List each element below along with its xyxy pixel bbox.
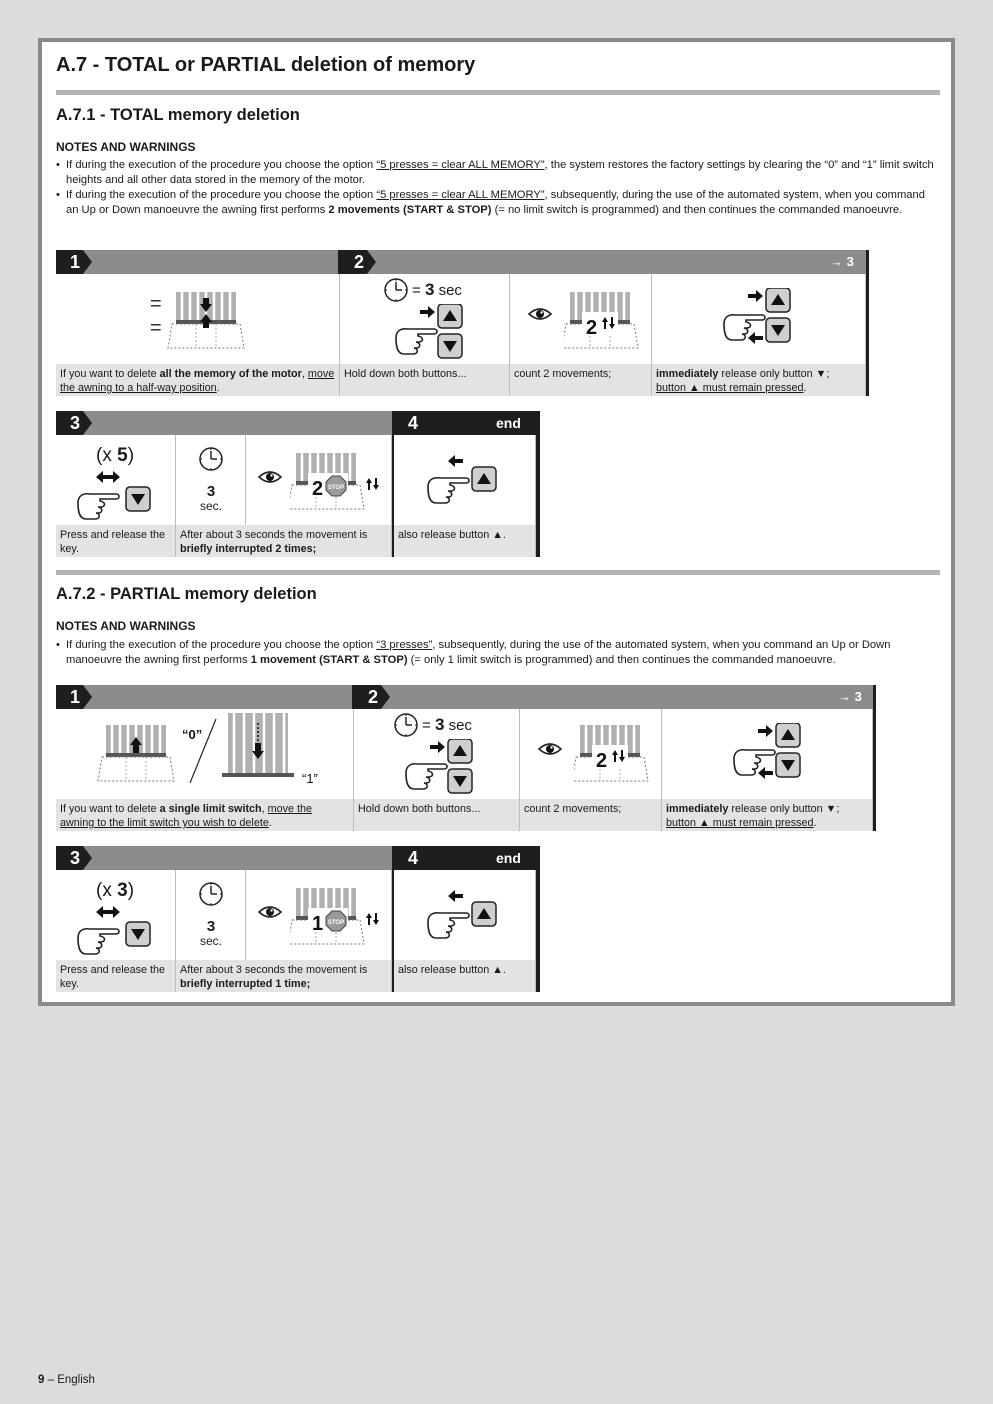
- step2-caption-count: count 2 movements;: [510, 364, 652, 396]
- hand-press-down-icon: [76, 471, 166, 523]
- press-count-label: (x 5): [96, 445, 135, 466]
- step2-hold-both: [340, 274, 510, 364]
- svg-text:2: 2: [586, 317, 598, 339]
- eye-icon: [538, 741, 564, 759]
- step-badge-3: 3: [56, 411, 116, 435]
- section-heading-total: A.7.1 - TOTAL memory deletion: [56, 106, 300, 124]
- step2-release-down: [662, 709, 873, 799]
- step3-caption-interrupt: After about 3 seconds the movement is briefly interrupted 1 time;: [176, 960, 392, 992]
- step3-caption-press: Press and release the key.: [56, 525, 176, 557]
- step2-caption-release: immediately release only button ▼; button ▲ must remain pressed.: [652, 364, 866, 396]
- note-item: • If during the execution of the procedure you choose the option “3 presses”, subsequently, during the use of the automated system, when you command an Up or Down manoeuvre the awning first performs 1 movement (START & STOP) (= only 1 limit switch is programmed) and then continues the commanded manoeuvre.: [56, 638, 940, 668]
- step2-caption-count: count 2 movements;: [520, 799, 662, 831]
- svg-text:“1”: “1”: [302, 771, 318, 786]
- hand-release-up-icon: [426, 890, 516, 942]
- goto-step-label: → 3: [838, 689, 862, 704]
- step2-count-movements: [520, 709, 662, 799]
- wait-seconds: 3: [206, 483, 216, 500]
- total-steps-row-1: [56, 250, 866, 396]
- wait-seconds: 3: [206, 918, 216, 935]
- step2-hold-both: [354, 709, 520, 799]
- seconds-unit: sec.: [199, 499, 222, 513]
- note-item: • If during the execution of the procedure you choose the option “5 presses = clear ALL MEMORY”, subsequently, during the use of the automated system, when you command an Up or Down manoeuvre the awning first performs 2 movements (START & STOP) (= no limit switch is programmed) and then continues the commanded manoeuvre.: [56, 188, 940, 218]
- end-label: end: [496, 415, 521, 431]
- clock-icon: [394, 713, 418, 737]
- step-badge-3: 3: [56, 846, 116, 870]
- step2-caption-hold: Hold down both buttons...: [340, 364, 510, 396]
- step4-caption: also release button ▲.: [394, 960, 536, 992]
- clock-icon: [199, 447, 223, 471]
- svg-text:=: =: [150, 293, 162, 315]
- svg-text:=: =: [150, 317, 162, 339]
- step3-wait: [176, 870, 246, 960]
- step-badge-1: 1: [56, 685, 116, 709]
- step-bar: [56, 685, 873, 709]
- page-frame: [38, 38, 955, 1006]
- step1-illustration: [56, 274, 340, 364]
- step2-count-movements: [510, 274, 652, 364]
- seconds-unit: sec.: [199, 934, 222, 948]
- step2-caption-hold: Hold down both buttons...: [354, 799, 520, 831]
- svg-text:2: 2: [312, 478, 324, 500]
- clock-icon: [199, 882, 223, 906]
- notes-list-total: [56, 158, 940, 218]
- hand-release-down-icon: [732, 723, 822, 787]
- page-number: 9: [38, 1374, 45, 1386]
- step3-caption-interrupt: After about 3 seconds the movement is briefly interrupted 2 times;: [176, 525, 392, 557]
- step-badge-2: 2: [340, 250, 400, 274]
- note-item: • If during the execution of the procedure you choose the option “5 presses = clear ALL MEMORY”, the system restores the factory settings by clearing the “0” and “1” limit switch heights and all other data stored in the memory of the motor.: [56, 158, 940, 188]
- eye-icon: [258, 904, 284, 922]
- svg-text:“0”: “0”: [182, 727, 203, 742]
- step-badge-2: 2: [354, 685, 414, 709]
- hand-pressing-up-down-icon: [394, 304, 484, 362]
- end-label: end: [496, 850, 521, 866]
- notes-heading-total: NOTES AND WARNINGS: [56, 140, 196, 154]
- hand-pressing-up-down-icon: [404, 739, 494, 797]
- section-rule: [56, 570, 940, 575]
- section-heading-partial: A.7.2 - PARTIAL memory deletion: [56, 585, 317, 603]
- clock-icon: [384, 278, 408, 302]
- eye-icon: [258, 469, 284, 487]
- step2-caption-release: immediately release only button ▼; button ▲ must remain pressed.: [662, 799, 873, 831]
- goto-step-label: → 3: [830, 254, 854, 269]
- step1-caption: If you want to delete a single limit switch, move the awning to the limit switch you wish to delete.: [56, 799, 354, 831]
- timer-label: = 3 sec: [422, 715, 472, 734]
- awning-limit-switch-icon: [96, 713, 326, 797]
- partial-steps-row-2: [56, 846, 540, 992]
- step4-release-up: [394, 435, 536, 525]
- step3-wait: [176, 435, 246, 525]
- partial-steps-row-1: [56, 685, 873, 831]
- awning-stop-icon: [290, 451, 390, 515]
- section-rule: [56, 90, 940, 95]
- page-footer: [38, 1374, 95, 1386]
- hand-release-down-icon: [722, 288, 812, 352]
- notes-list-partial: [56, 638, 940, 668]
- press-count-label: (x 3): [96, 880, 135, 901]
- step-badge-4: 4: [408, 413, 419, 433]
- step3-observe: [246, 870, 392, 960]
- step4-caption: also release button ▲.: [394, 525, 536, 557]
- awning-halfway-icon: [146, 284, 256, 359]
- hand-release-up-icon: [426, 455, 516, 507]
- eye-icon: [528, 306, 554, 324]
- step1-illustration: [56, 709, 354, 799]
- step1-caption: If you want to delete all the memory of the motor, move the awning to a half-way position.: [56, 364, 340, 396]
- footer-language: – English: [44, 1374, 95, 1386]
- step3-observe: [246, 435, 392, 525]
- step3-caption-press: Press and release the key.: [56, 960, 176, 992]
- page-title: A.7 - TOTAL or PARTIAL deletion of memory: [56, 54, 476, 76]
- awning-moving-icon: [564, 290, 644, 354]
- awning-moving-icon: [574, 723, 654, 787]
- step-badge-1: 1: [56, 250, 116, 274]
- svg-text:2: 2: [596, 750, 608, 772]
- hand-press-down-icon: [76, 906, 166, 958]
- step-badge-4: 4: [408, 848, 419, 868]
- total-steps-row-2: [56, 411, 540, 557]
- awning-stop-icon: [290, 886, 390, 950]
- step3-press-times: [56, 870, 176, 960]
- step3-press-times: [56, 435, 176, 525]
- timer-label: = 3 sec: [412, 280, 462, 299]
- svg-text:1: 1: [312, 913, 324, 935]
- step4-release-up: [394, 870, 536, 960]
- step-bar: [56, 250, 866, 274]
- notes-heading-partial: NOTES AND WARNINGS: [56, 619, 196, 633]
- step2-release-down: [652, 274, 866, 364]
